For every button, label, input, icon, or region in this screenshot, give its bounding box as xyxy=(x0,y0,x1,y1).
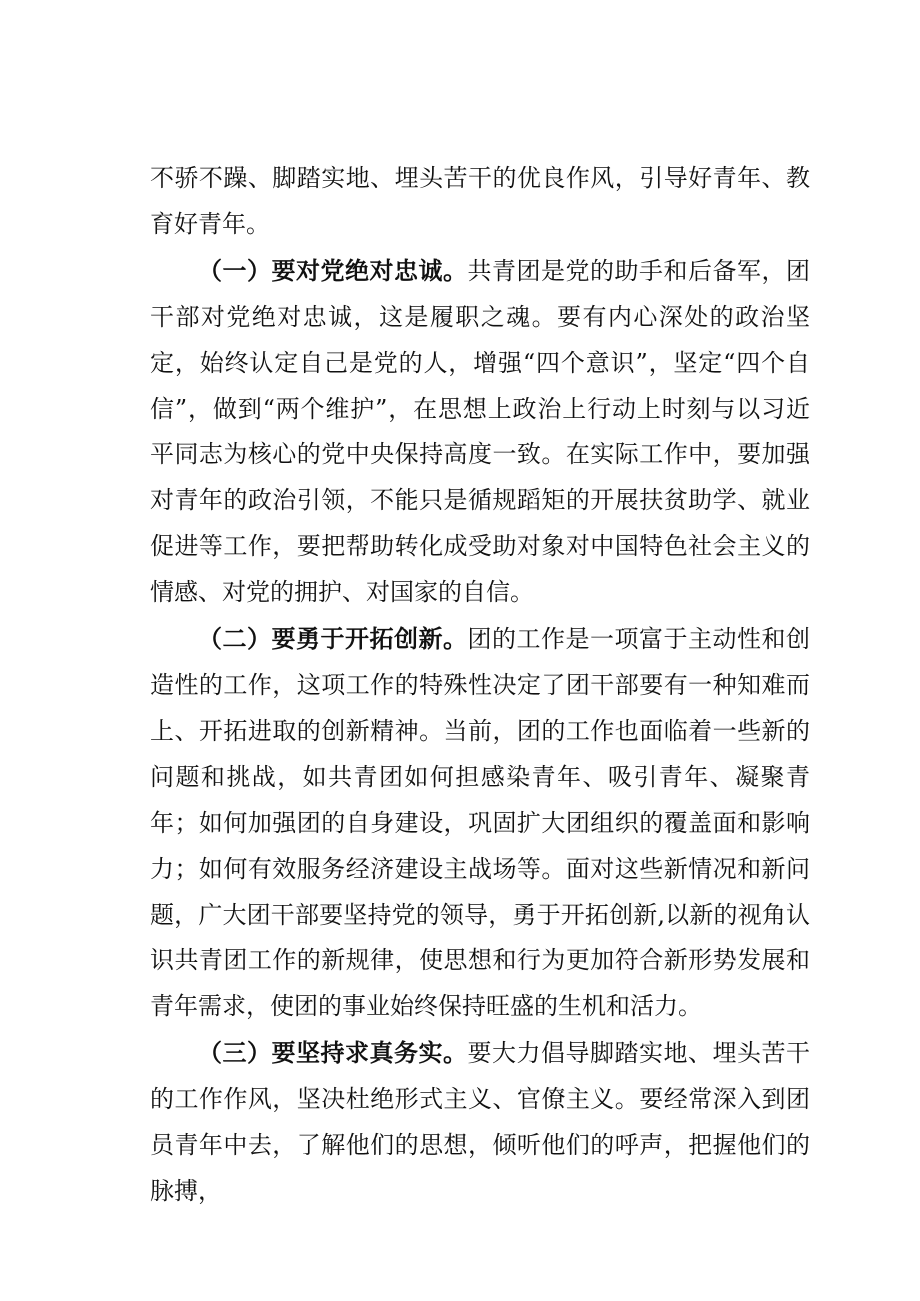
paragraph-text: 共青团是党的助手和后备军，团干部对党绝对忠诚，这是履职之魂。要有内心深处的政治坚定，始终认定自己是党的人，增强“四个意识”，坚定“四个自信”，做到“两个维护”，在思想上政治上行动上时刻与以习近平同志为核心的党中央保持高度一致。在实际工作中，要加强对青年的政治引领，不能只是循规蹈矩的开展扶贫助学、就业促进等工作，要把帮助转化成受助对象对中国特色社会主义的情感、对党的拥护、对国家的自信。 xyxy=(150,256,810,607)
document-body xyxy=(150,156,810,1215)
paragraph-text: 团的工作是一项富于主动性和创造性的工作，这项工作的特殊性决定了团干部要有一种知难而上、开拓进取的创新精神。当前，团的工作也面临着一些新的问题和挑战，如共青团如何担感染青年、吸引青年、凝聚青年；如何加强团的自身建设，巩固扩大团组织的覆盖面和影响力；如何有效服务经济建设主战场等。面对这些新情况和新问题，广大团干部要坚持党的领导，勇于开拓创新,以新的视角认识共青团工作的新规律，使思想和行为更加符合新形势发展和青年需求，使团的事业始终保持旺盛的生机和活力。 xyxy=(150,625,810,1021)
paragraph-pragmatism xyxy=(150,1030,810,1215)
paragraph-text: 不骄不躁、脚踏实地、埋头苦干的优良作风，引导好青年、教育好青年。 xyxy=(150,164,810,238)
paragraph-continuation xyxy=(150,156,810,248)
paragraph-innovation xyxy=(150,616,810,1030)
section-heading-pragmatism: （三）要坚持求真务实。 xyxy=(198,1038,468,1068)
paragraph-loyalty xyxy=(150,248,810,616)
paragraph-text: 要大力倡导脚踏实地、埋头苦干的工作作风，坚决杜绝形式主义、官僚主义。要经常深入到团员青年中去，了解他们的思想，倾听他们的呼声，把握他们的脉搏， xyxy=(150,1039,810,1205)
section-heading-innovation: （二）要勇于开拓创新。 xyxy=(198,624,468,654)
section-heading-loyalty: （一）要对党绝对忠诚。 xyxy=(198,255,468,285)
